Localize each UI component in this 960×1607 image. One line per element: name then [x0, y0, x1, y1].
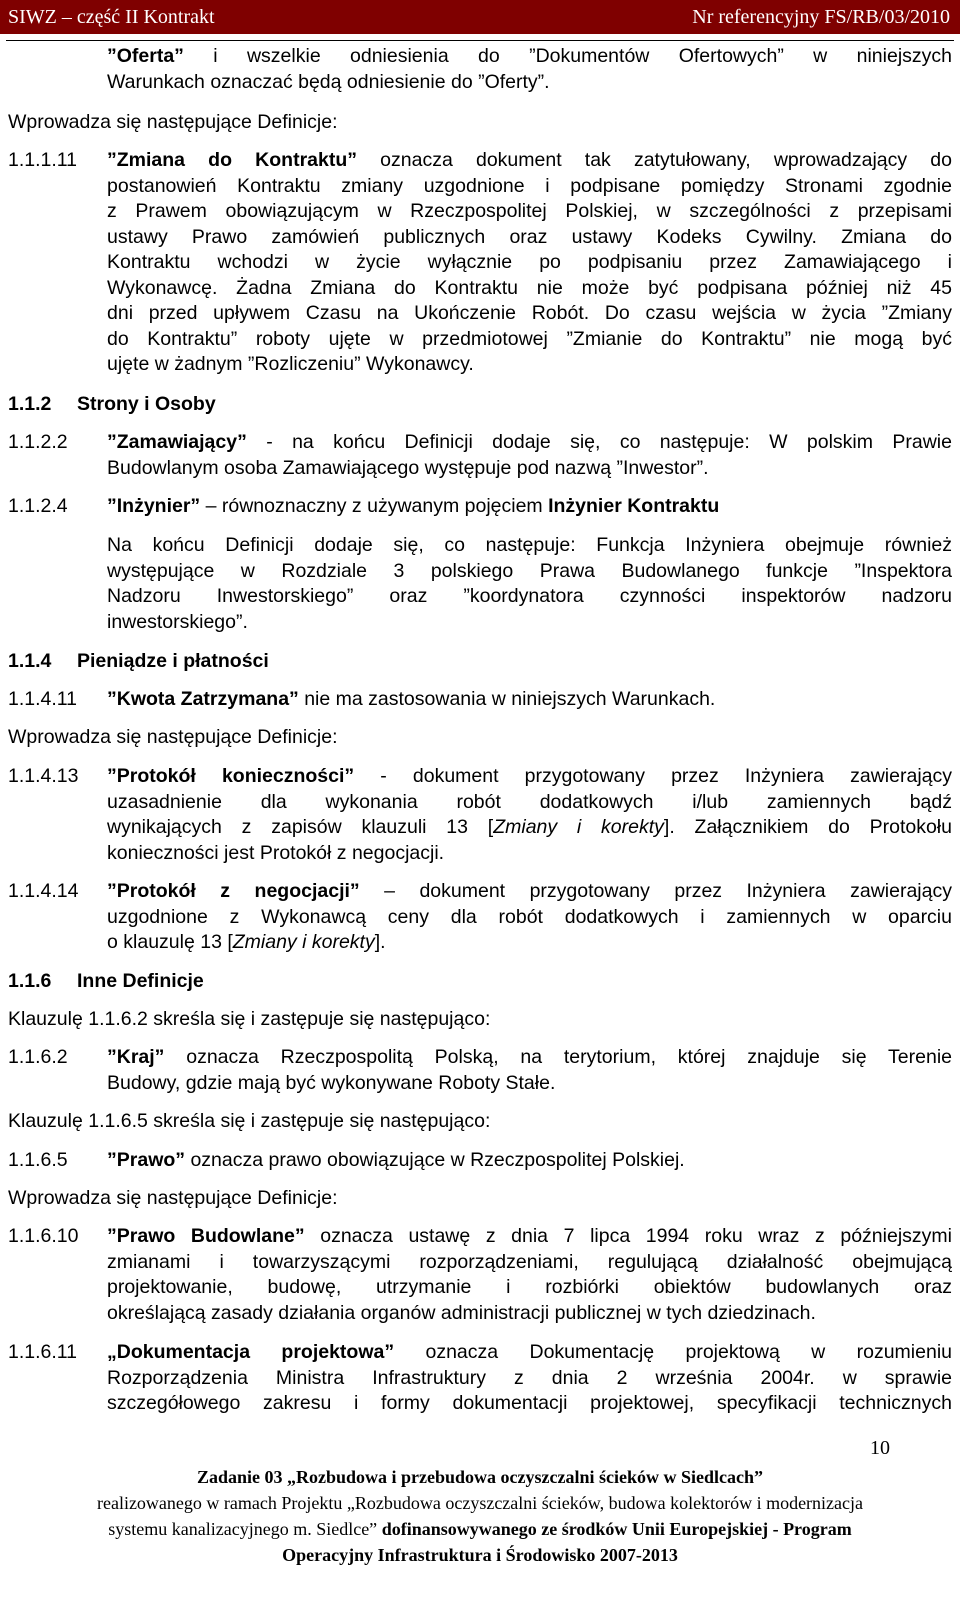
term-inzynier-kontraktu: Inżynier Kontraktu: [548, 495, 720, 517]
text: Inne Definicje: [77, 970, 204, 992]
header-reference-number: Nr referencyjny FS/RB/03/2010: [692, 6, 950, 28]
section-number: [8, 392, 51, 418]
header-divider: [6, 40, 954, 41]
term-protokol-z-negocjacji: ”Protokół z negocjacji”: [107, 880, 360, 902]
document-footer: [0, 1464, 960, 1568]
clause-reference: Zmiany i korekty: [493, 816, 664, 838]
term-kraj: ”Kraj”: [107, 1046, 165, 1068]
text: oznacza Dokumentację projektową w rozumieniu: [394, 1341, 952, 1363]
definition-protokol-koniecznosci: [107, 764, 952, 866]
definition-prawo-budowlane: [107, 1224, 952, 1326]
text: uzasadnienie dla wykonania robót dodatkowych i/lub zamiennych bądź: [107, 790, 952, 813]
text: określającą zasady działania organów administracji publicznej w tych dziedzinach.: [107, 1301, 816, 1324]
text: Budowy, gdzie mają być wykonywane Roboty Stałe.: [107, 1071, 556, 1094]
clause-number: 1.1.6.11: [8, 1341, 78, 1363]
term-prawo: ”Prawo”: [107, 1149, 186, 1171]
clause-reference: Zmiany i korekty: [232, 931, 375, 953]
term-zamawiajacy: ”Zamawiający”: [107, 431, 247, 453]
text: – równoznaczny z używanym pojęciem: [200, 495, 549, 517]
text: występujące w Rozdziale 3 polskiego Prawa Budowlanego funkcje ”Inspektora: [107, 559, 952, 582]
text: Warunkach oznaczać będą odniesienie do ”Oferty”.: [107, 70, 550, 93]
text: o klauzulę 13 [: [107, 931, 233, 953]
definition-zamawiajacy: [107, 430, 952, 481]
definition-inzynier: [107, 494, 952, 520]
document-header: [0, 0, 960, 34]
term-zmiana-do-kontraktu: ”Zmiana do Kontraktu”: [107, 149, 358, 171]
text: konieczności jest Protokół z negocjacji.: [107, 841, 445, 864]
text: i wszelkie odniesienia do ”Dokumentów Ofertowych” w niniejszych: [183, 45, 952, 67]
definition-dokumentacja-projektowa: [107, 1340, 952, 1417]
text: oznacza prawo obowiązujące w Rzeczpospolitej Polskiej.: [185, 1149, 685, 1171]
footer-program-line: Operacyjny Infrastruktura i Środowisko 2007-2013: [282, 1545, 678, 1565]
clause-number: 1.1.4.14: [8, 880, 79, 902]
clause-number: 1.1.2.2: [8, 431, 68, 453]
term-inzynier: ”Inżynier”: [107, 495, 201, 517]
text: oznacza Rzeczpospolitą Polską, na terytorium, której znajduje się Terenie: [164, 1046, 952, 1068]
text: Rozporządzenia Ministra Infrastruktury z dnia 2 września 2004r. w sprawie: [107, 1366, 952, 1389]
term-oferta: ”Oferta”: [107, 45, 184, 67]
text: ]. Załącznikiem do Protokołu: [663, 816, 952, 838]
text: - dokument przygotowany przez Inżyniera zawierający: [354, 765, 952, 787]
text: Pieniądze i płatności: [77, 650, 269, 672]
text: Nadzoru Inwestorskiego” oraz ”koordynatora czynności inspektorów nadzoru: [107, 585, 952, 607]
definition-zmiana-do-kontraktu: [107, 148, 952, 378]
text: ujęte w żadnym ”Rozliczeniu” Wykonawcy.: [107, 353, 474, 375]
text: 1.1.6: [8, 970, 52, 992]
text: oznacza dokument tak zatytułowany, wprowadzający do: [357, 149, 952, 171]
definition-kraj: [107, 1045, 952, 1096]
text: – dokument przygotowany przez Inżyniera zawierający: [359, 880, 952, 902]
footer-system-line: systemu kanalizacyjnego m. Siedlce”: [108, 1519, 382, 1539]
section-number: [8, 649, 51, 675]
clause-number: 1.1.6.5: [8, 1149, 68, 1171]
text: Wykonawcę. Żadna Zmiana do Kontraktu nie może być podpisana później niż 45: [107, 276, 952, 299]
text: Strony i Osoby: [77, 393, 216, 415]
text: postanowień Kontraktu zmiany uzgodnione i podpisane pomiędzy Stronami zgodnie: [107, 174, 952, 197]
text: ustawy Prawo zamówień publicznych oraz ustawy Kodeks Cywilny. Zmiana do: [107, 225, 952, 248]
text: inwestorskiego”.: [107, 610, 248, 633]
clause-number: 1.1.4.11: [8, 688, 78, 710]
text: nie ma zastosowania w niniejszych Warunkach.: [298, 688, 716, 710]
term-prawo-budowlane: ”Prawo Budowlane”: [107, 1225, 305, 1247]
clause-replacement-note: Klauzulę 1.1.6.2 skreśla się i zastępuje się następująco:: [8, 1008, 491, 1030]
section-heading: [77, 392, 216, 418]
page-number: 10: [870, 1437, 890, 1459]
text: do Kontraktu” roboty ujęte w przedmiotowej ”Zmianie do Kontraktu” nie mogą być: [107, 327, 952, 350]
text: uzgodnione z Wykonawcą ceny dla robót dodatkowych i zamiennych w oparciu: [107, 905, 952, 928]
footer-funding-line: dofinansowywanego ze środków Unii Europejskiej - Program: [381, 1519, 852, 1539]
text: Na końcu Definicji dodaje się, co następuje: Funkcja Inżyniera obejmuje również: [107, 534, 952, 556]
text: 1.1.2: [8, 393, 52, 415]
intro-definitions-1: Wprowadza się następujące Definicje:: [8, 111, 338, 133]
text: Kontraktu wchodzi w życie wyłącznie po podpisaniu przez Zamawiającego i: [107, 251, 952, 273]
clause-number: 1.1.6.10: [8, 1225, 79, 1247]
text: z Prawem obowiązującym w Rzeczpospolitej Polskiej, w szczególności z przepisami: [107, 200, 952, 222]
clause-number: 1.1.1.11: [8, 149, 78, 171]
intro-definitions-3: Wprowadza się następujące Definicje:: [8, 1187, 338, 1209]
text: 1.1.4: [8, 650, 52, 672]
paragraph-oferta: [107, 44, 952, 95]
text: oznacza ustawę z dnia 7 lipca 1994 roku wraz z późniejszymi: [304, 1225, 952, 1247]
section-number: [8, 969, 51, 995]
definition-protokol-z-negocjacji: [107, 879, 952, 956]
clause-number: 1.1.6.2: [8, 1046, 68, 1068]
term-protokol-koniecznosci: ”Protokół konieczności”: [107, 765, 355, 787]
section-heading: [77, 649, 269, 675]
term-kwota-zatrzymana: ”Kwota Zatrzymana”: [107, 688, 299, 710]
header-title: SIWZ – część II Kontrakt: [8, 6, 215, 28]
text: - na końcu Definicji dodaje się, co następuje: W polskim Prawie: [246, 431, 952, 453]
section-heading: [77, 969, 204, 995]
clause-number: 1.1.4.13: [8, 765, 79, 787]
footer-project-line: realizowanego w ramach Projektu „Rozbudowa oczyszczalni ścieków, budowa kolektorów i modernizacja: [96, 1493, 864, 1513]
text: ].: [374, 931, 386, 953]
term-dokumentacja-projektowa: „Dokumentacja projektowa”: [107, 1341, 395, 1363]
clause-replacement-note: Klauzulę 1.1.6.5 skreśla się i zastępuje się następująco:: [8, 1110, 491, 1132]
text: projektowanie, budowę, utrzymanie i rozbiórki obiektów budowlanych oraz: [107, 1276, 952, 1298]
definition-prawo: [107, 1148, 952, 1174]
text: Budowlanym osoba Zamawiającego występuje pod nazwą ”Inwestor”.: [107, 456, 709, 479]
text: zmianami i towarzyszącymi rozporządzeniami, regulującą działalność obejmującą: [107, 1250, 952, 1273]
definition-kwota-zatrzymana: [107, 687, 952, 713]
text: szczegółowego zakresu i formy dokumentacji projektowej, specyfikacji technicznych: [107, 1392, 952, 1414]
text: dni przed upływem Czasu na Ukończenie Robót. Do czasu wejścia w życia ”Zmiany: [107, 302, 952, 324]
footer-task-title: Zadanie 03 „Rozbudowa i przebudowa oczyszczalni ścieków w Siedlcach”: [196, 1467, 763, 1487]
clause-number: 1.1.2.4: [8, 495, 68, 517]
intro-definitions-2: Wprowadza się następujące Definicje:: [8, 726, 338, 748]
text: wynikających z zapisów klauzuli 13 [: [107, 816, 494, 838]
definition-inzynier-addendum: [107, 533, 952, 635]
